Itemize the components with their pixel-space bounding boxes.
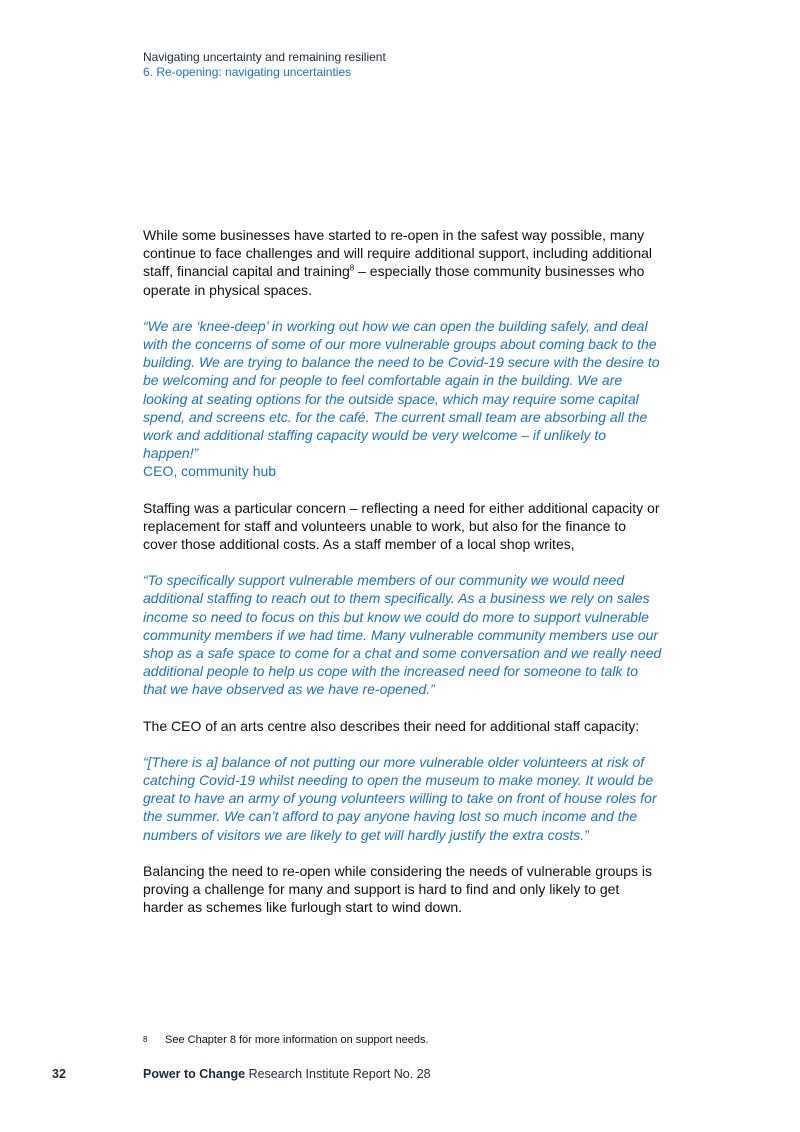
footnote-text: See Chapter 8 for more information on support needs.: [165, 1034, 429, 1046]
body-paragraph-staffing: Staffing was a particular concern – reflecting a need for either additional capacity or replacement for staff and volunteers unable to work, but also for the finance to cover those additional costs. As a staff member of a local shop writes,: [143, 499, 660, 553]
section-title: 6. Re-opening: navigating uncertainties: [143, 65, 352, 79]
intro-text-continued: – especially those community businesses who operate in physical spaces.: [143, 263, 645, 298]
body-paragraph-arts-centre: The CEO of an arts centre also describes their need for additional staff capacity:: [143, 717, 640, 734]
footnote-number: 8: [143, 1035, 148, 1044]
footer-report-title: [143, 1066, 431, 1082]
main-content: [143, 226, 663, 935]
report-title: Navigating uncertainty and remaining resilient: [143, 50, 386, 64]
quote-arts-centre: “[There is a] balance of not putting our more vulnerable older volunteers at risk of catching Covid-19 whilst needing to open the museum to make money. It would be great to have an army of young volunteers willing to take on front of house roles for the summer. We can’t afford to pay anyone having lost so much income and the numbers of visitors we are likely to get will hardly justify the extra costs.”: [143, 753, 657, 843]
running-header: [143, 50, 386, 80]
body-paragraph-intro: [143, 226, 663, 299]
quote-community-hub: [143, 317, 663, 481]
footer-organization: Power to Change: [143, 1067, 246, 1081]
intro-text: While some businesses have started to re-open in the safest way possible, many continue to face challenges and will require additional support, including additional staff, financial capital and training: [143, 227, 653, 280]
footnote-reference: 8: [349, 263, 355, 273]
body-paragraph-conclusion: Balancing the need to re-open while considering the needs of vulnerable groups is proving a challenge for many and support is hard to find and only likely to get harder as schemes like furlough start to wind down.: [143, 862, 653, 916]
page-number: 32: [52, 1067, 66, 1081]
quote-text: “We are ‘knee-deep’ in working out how we can open the building safely, and deal with the concerns of some of our more vulnerable groups about coming back to the building. We are trying to balance the need to be Covid-19 secure with the desire to be welcoming and for people to feel comfortable again in the building. We are looking at seating options for the outside space, which may require some capital spend, and screens etc. for the café. The current small team are absorbing all the work and additional staffing capacity would be very welcome – if unlikely to happen!”: [143, 317, 660, 462]
footer-report: Research Institute Report No. 28: [245, 1067, 431, 1081]
footnote: [143, 1033, 429, 1047]
quote-local-shop: “To specifically support vulnerable members of our community we would need additional staffing to reach out to them specifically. As a business we rely on sales income so need to focus on this but know we could do more to support vulnerable community members if we had time. Many vulnerable community members use our shop as a safe space to come for a chat and some conversation and we really need additional people to help us cope with the increased need for someone to talk to that we have observed as we have re-opened.”: [143, 572, 662, 698]
quote-attribution: CEO, community hub: [143, 463, 277, 480]
